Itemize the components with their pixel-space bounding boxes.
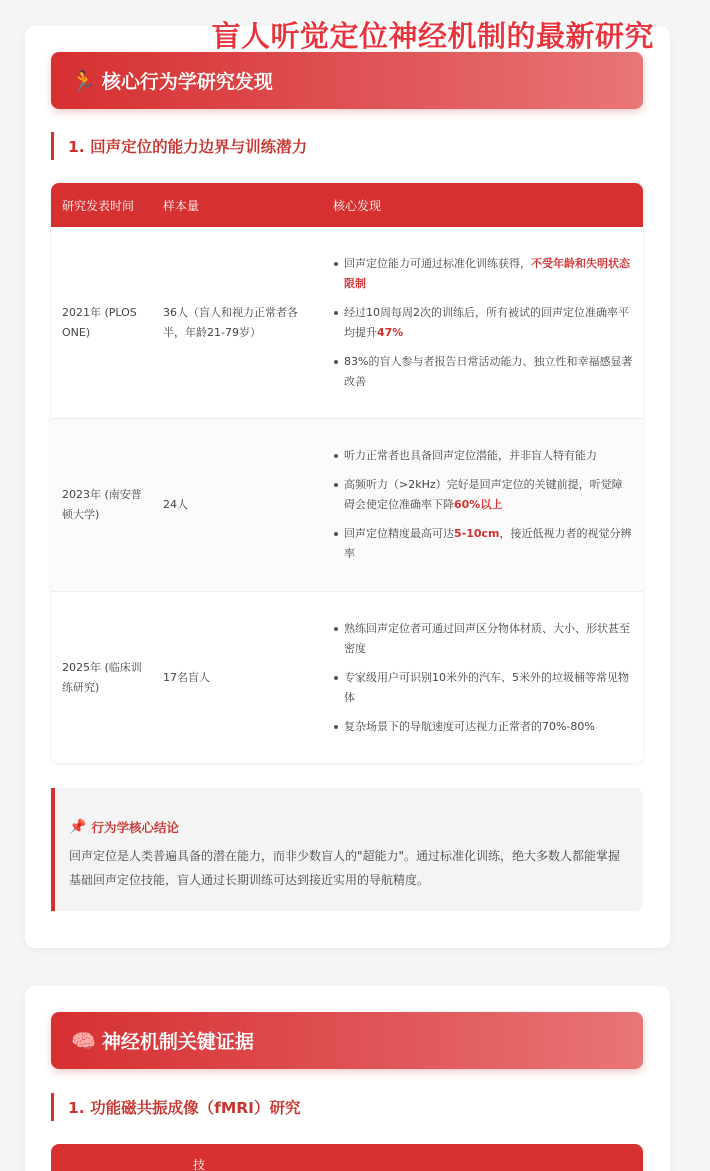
finding-item: 回声定位能力可通过标准化训练获得，不受年龄和失明状态限制 [333,254,633,294]
findings-table [51,183,643,763]
finding-item: 回声定位精度最高可达5-10cm，接近低视力者的视觉分辨率 [333,524,633,564]
finding-item: 熟练回声定位者可通过回声区分物体材质、大小、形状甚至密度 [333,619,633,659]
cell-sample: 24人 [163,498,188,511]
section-banner [51,1012,643,1069]
finding-item: 复杂场景下的导航速度可达视力正常者的70%-80% [333,717,633,737]
conclusion-title [69,818,627,836]
subsection-heading: 1. 回声定位的能力边界与训练潜力 [51,132,307,160]
section-title: 神经机制关键证据 [101,1031,254,1053]
header-sample: 样本量 [163,198,200,213]
section-banner [51,52,643,109]
cell-time: 2021年 (PLOS ONE) [62,305,137,339]
header-partial: 技 [193,1158,206,1171]
runner-icon: 🏃 [71,68,96,93]
cell-sample: 17名盲人 [163,670,210,684]
conclusion-text: 回声定位是人类普遍具备的潜在能力，而非少数盲人的"超能力"。通过标准化训练，绝大多数人都能掌握基础回声定位技能，盲人通过长期训练可达到接近实用的导航精度。 [69,849,621,887]
cell-time: 2025年 (临床训练研究) [62,660,142,694]
pushpin-icon: 📌 [69,819,87,835]
header-time: 研究发表时间 [62,198,135,213]
cell-findings [322,619,643,737]
cell-findings [322,446,643,564]
brain-icon: 🧠 [71,1028,96,1053]
table-row [51,419,643,592]
finding-item: 83%的盲人参与者报告日常活动能力、独立性和幸福感显著改善 [333,352,633,392]
header-findings: 核心发现 [333,198,382,213]
section-card-neural [25,986,670,1171]
cell-findings [322,254,643,392]
table-header [51,183,643,227]
finding-item: 高频听力（>2kHz）完好是回声定位的关键前提，听觉障碍会使定位准确率下降60%以上 [333,475,633,515]
table-header [51,1144,643,1171]
page-title: 盲人听觉定位神经机制的最新研究 [211,19,654,53]
finding-item: 听力正常者也具备回声定位潜能，并非盲人特有能力 [333,446,633,466]
cell-sample: 36人（盲人和视力正常者各半，年龄21-79岁） [163,305,298,339]
table-row [51,227,643,419]
section-title: 核心行为学研究发现 [101,71,273,93]
conclusion-title-text: 行为学核心结论 [91,820,179,835]
finding-item: 专家级用户可识别10米外的汽车、5米外的垃圾桶等常见物体 [333,668,633,708]
cell-time: 2023年 (南安普顿大学) [62,488,142,521]
section-card-behavior [25,26,670,948]
table-row [51,592,643,763]
finding-item: 经过10周每周2次的训练后，所有被试的回声定位准确率平均提升47% [333,303,633,343]
subsection-heading: 1. 功能磁共振成像（fMRI）研究 [51,1093,300,1121]
conclusion-box [51,788,643,911]
